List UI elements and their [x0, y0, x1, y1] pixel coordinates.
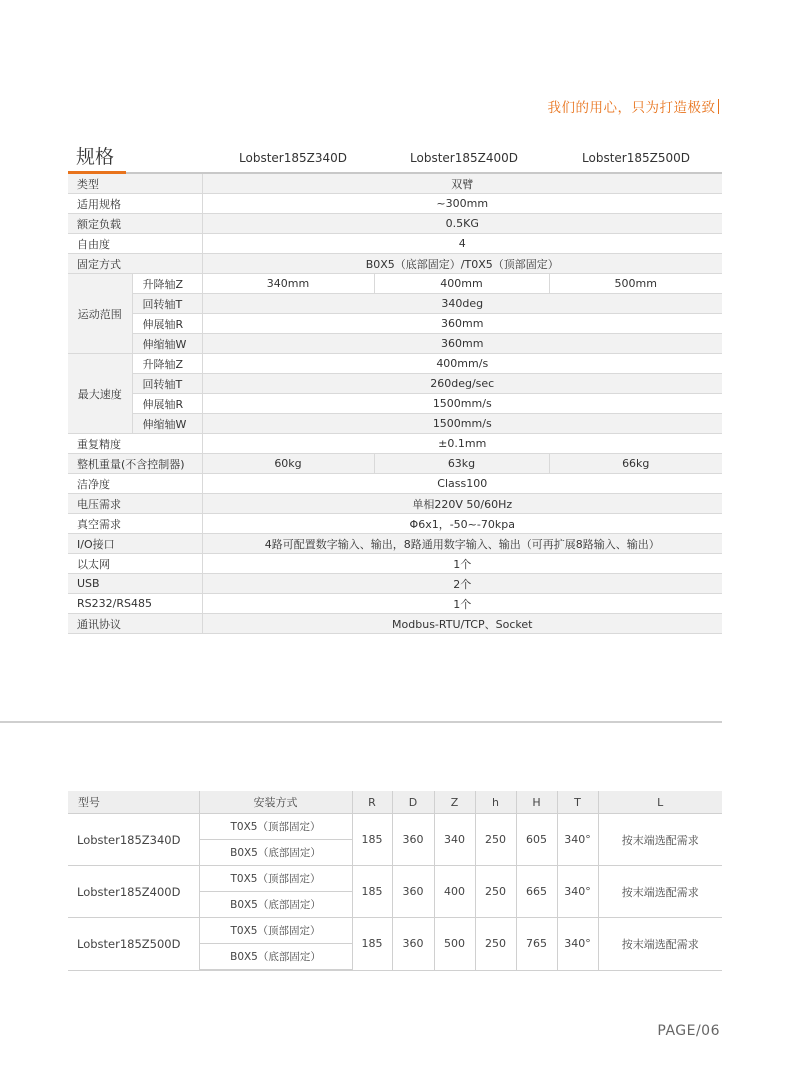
spec-label: 固定方式: [68, 254, 202, 274]
spec-sub-label: 回转轴T: [132, 294, 202, 314]
value-z: 340: [434, 814, 475, 866]
spec-row-repeat: [68, 434, 722, 454]
spec-row-speed-t: [68, 374, 722, 394]
spec-row-voltage: [68, 494, 722, 514]
spec-label: USB: [68, 574, 202, 594]
spec-sub-label: 伸缩轴W: [132, 414, 202, 434]
spec-row-weight: [68, 454, 722, 474]
value-r: 185: [352, 814, 392, 866]
value-t: 340°: [557, 918, 598, 971]
value-d: 360: [392, 918, 434, 971]
col-header-mount: 安装方式: [199, 791, 352, 814]
spec-label: 以太网: [68, 554, 202, 574]
spec-sub-label: 伸缩轴W: [132, 334, 202, 354]
spec-value: 500mm: [549, 274, 722, 294]
spec-value: 单相220V 50/60Hz: [202, 494, 722, 514]
mount-type: B0X5（底部固定）: [199, 892, 352, 918]
spec-value: 2个: [202, 574, 722, 594]
model-name: Lobster185Z400D: [68, 866, 199, 918]
dimension-table: [68, 791, 722, 971]
value-t: 340°: [557, 866, 598, 918]
spec-row-serial: [68, 594, 722, 614]
spec-row-vacuum: [68, 514, 722, 534]
spec-sub-label: 回转轴T: [132, 374, 202, 394]
mount-type: T0X5（顶部固定）: [199, 866, 352, 892]
value-h-upper: 665: [516, 866, 557, 918]
spec-header: [68, 140, 722, 174]
col-header-h-upper: H: [516, 791, 557, 814]
spec-group-label: 最大速度: [68, 354, 132, 434]
value-h-lower: 250: [475, 918, 516, 971]
spec-row-io: [68, 534, 722, 554]
spec-row-motion-z: [68, 274, 722, 294]
value-z: 500: [434, 918, 475, 971]
spec-row-motion-w: [68, 334, 722, 354]
dimension-row: [68, 918, 722, 944]
model-name: Lobster185Z500D: [68, 918, 199, 971]
spec-value: 400mm: [374, 274, 549, 294]
value-h-upper: 605: [516, 814, 557, 866]
spec-row-motion-r: [68, 314, 722, 334]
mount-type: B0X5（底部固定）: [199, 840, 352, 866]
spec-label: 电压需求: [68, 494, 202, 514]
spec-row-payload: [68, 214, 722, 234]
spec-title: 规格: [76, 146, 115, 168]
spec-value: Modbus-RTU/TCP、Socket: [202, 614, 722, 634]
spec-value: 400mm/s: [202, 354, 722, 374]
value-z: 400: [434, 866, 475, 918]
col-header-h-lower: h: [475, 791, 516, 814]
value-h-lower: 250: [475, 866, 516, 918]
spec-sub-label: 升降轴Z: [132, 274, 202, 294]
spec-row-mount: [68, 254, 722, 274]
mount-type: T0X5（顶部固定）: [199, 918, 352, 944]
spec-value: 360mm: [202, 334, 722, 354]
spec-label: 额定负载: [68, 214, 202, 234]
col-header-t: T: [557, 791, 598, 814]
dimension-header-row: [68, 791, 722, 814]
spec-label: 重复精度: [68, 434, 202, 454]
value-r: 185: [352, 918, 392, 971]
spec-table: [68, 174, 722, 634]
spec-value: 66kg: [549, 454, 722, 474]
col-header-model: 型号: [68, 791, 199, 814]
spec-row-speed-r: [68, 394, 722, 414]
spec-value: B0X5（底部固定）/T0X5（顶部固定）: [202, 254, 722, 274]
col-header-l: L: [598, 791, 722, 814]
spec-row-speed-w: [68, 414, 722, 434]
model-header-3: Lobster185Z500D: [582, 151, 690, 165]
spec-value: Class100: [202, 474, 722, 494]
spec-value: 360mm: [202, 314, 722, 334]
spec-row-usb: [68, 574, 722, 594]
spec-row-protocol: [68, 614, 722, 634]
spec-sub-label: 伸展轴R: [132, 394, 202, 414]
dimension-row: [68, 866, 722, 892]
spec-row-speed-z: [68, 354, 722, 374]
dimension-row: [68, 814, 722, 840]
spec-row-dof: [68, 234, 722, 254]
slogan-text: 我们的用心，只为打造极致: [547, 100, 716, 116]
spec-value: 4路可配置数字输入、输出，8路通用数字输入、输出（可再扩展8路输入、输出）: [202, 534, 722, 554]
value-r: 185: [352, 866, 392, 918]
section-divider: [0, 721, 722, 723]
spec-label: 适用规格: [68, 194, 202, 214]
spec-sub-label: 伸展轴R: [132, 314, 202, 334]
mount-type: T0X5（顶部固定）: [199, 814, 352, 840]
col-header-r: R: [352, 791, 392, 814]
spec-value: 340mm: [202, 274, 374, 294]
spec-value: ±0.1mm: [202, 434, 722, 454]
spec-value: 1500mm/s: [202, 414, 722, 434]
spec-value: 340deg: [202, 294, 722, 314]
spec-label: 类型: [68, 174, 202, 194]
spec-row-ethernet: [68, 554, 722, 574]
spec-value: 双臂: [202, 174, 722, 194]
spec-value: 60kg: [202, 454, 374, 474]
spec-value: 1个: [202, 554, 722, 574]
spec-group-label: 运动范围: [68, 274, 132, 354]
slogan: [548, 96, 720, 116]
spec-row-wafer: [68, 194, 722, 214]
spec-label: 洁净度: [68, 474, 202, 494]
value-d: 360: [392, 866, 434, 918]
spec-sub-label: 升降轴Z: [132, 354, 202, 374]
spec-value: 63kg: [374, 454, 549, 474]
page-number: PAGE/06: [657, 1023, 720, 1039]
spec-value: 1500mm/s: [202, 394, 722, 414]
value-h-lower: 250: [475, 814, 516, 866]
spec-value: 4: [202, 234, 722, 254]
spec-value: 0.5KG: [202, 214, 722, 234]
spec-value: 1个: [202, 594, 722, 614]
value-h-upper: 765: [516, 918, 557, 971]
spec-value: 260deg/sec: [202, 374, 722, 394]
spec-row-motion-t: [68, 294, 722, 314]
slogan-bar: [718, 99, 720, 114]
spec-label: 整机重量(不含控制器): [68, 454, 202, 474]
value-l: 按末端选配需求: [598, 866, 722, 918]
value-t: 340°: [557, 814, 598, 866]
col-header-d: D: [392, 791, 434, 814]
col-header-z: Z: [434, 791, 475, 814]
model-header-2: Lobster185Z400D: [410, 151, 518, 165]
spec-row-type: [68, 174, 722, 194]
spec-value: ~300mm: [202, 194, 722, 214]
model-header-1: Lobster185Z340D: [239, 151, 347, 165]
value-l: 按末端选配需求: [598, 918, 722, 971]
spec-label: 真空需求: [68, 514, 202, 534]
spec-label: I/O接口: [68, 534, 202, 554]
spec-value: Φ6x1，-50~-70kpa: [202, 514, 722, 534]
spec-row-clean: [68, 474, 722, 494]
model-name: Lobster185Z340D: [68, 814, 199, 866]
value-d: 360: [392, 814, 434, 866]
mount-type: B0X5（底部固定）: [199, 944, 352, 971]
spec-label: RS232/RS485: [68, 594, 202, 614]
value-l: 按末端选配需求: [598, 814, 722, 866]
spec-label: 通讯协议: [68, 614, 202, 634]
spec-label: 自由度: [68, 234, 202, 254]
